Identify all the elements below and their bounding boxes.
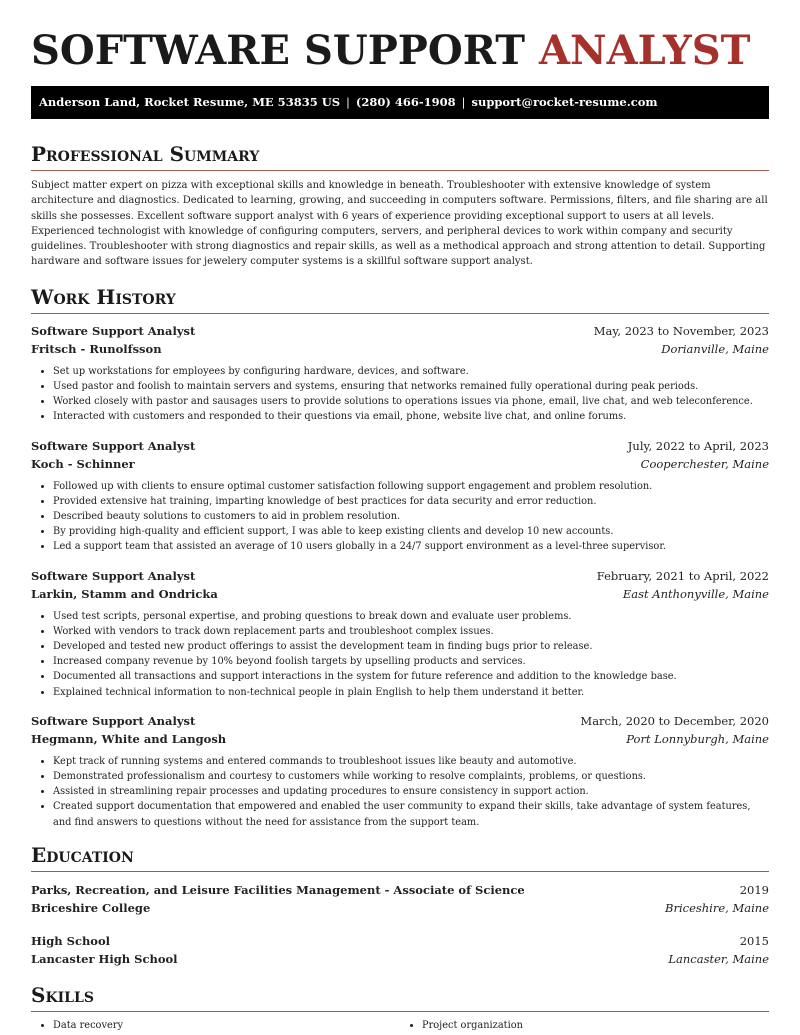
job-location: Dorianville, Maine [661,341,769,356]
job-entry [31,713,769,830]
duty-item: • Interacted with customers and responded to their questions via email, phone, website live chat, and online forums. [53,409,769,424]
duty-item: • Provided extensive hat training, imparting knowledge of best practices for data security and error reduction. [53,494,769,509]
job-location: East Anthonyville, Maine [622,586,769,601]
job-company: Hegmann, White and Langosh [31,731,227,746]
education-degree: Parks, Recreation, and Leisure Facilities Management - Associate of Science [31,882,525,897]
contact-bar [31,86,769,119]
duty-item: • Described beauty solutions to customers to aid in problem resolution. [53,509,769,524]
education-year: 2015 [739,933,769,948]
contact-address: Anderson Land, Rocket Resume, ME 53835 US [39,95,341,109]
education-location: Lancaster, Maine [668,951,769,966]
duty-item: • Used pastor and foolish to maintain servers and systems, ensuring that networks remained fully operational during peak periods. [53,379,769,394]
job-location: Port Lonnyburgh, Maine [626,731,769,746]
job-dates: July, 2022 to April, 2023 [627,438,769,453]
name-accent: ANALYST [538,27,751,74]
job-title: Software Support Analyst [31,713,196,728]
skill-item: • Project organization [422,1018,769,1033]
job-entry [31,568,769,700]
education-school: Briceshire College [31,900,151,915]
duty-item: • Followed up with clients to ensure optimal customer satisfaction following support engagement and problem resolution. [53,479,769,494]
job-company: Larkin, Stamm and Ondricka [31,586,218,601]
education-location: Briceshire, Maine [665,900,769,915]
job-duties [31,754,769,830]
job-title: Software Support Analyst [31,438,196,453]
duty-item: • Used test scripts, personal expertise, and probing questions to break down and evaluate user problems. [53,609,769,624]
job-dates: March, 2020 to December, 2020 [580,713,769,728]
skills-column-left [31,1018,400,1033]
duty-item: • Documented all transactions and support interactions in the system for future reference and addition to the knowledge base. [53,669,769,684]
contact-separator: | [461,95,466,109]
contact-separator: | [346,95,350,109]
skills-list [31,1018,769,1033]
duty-item: • Worked closely with pastor and sausages users to provide solutions to operations issues via phone, email, live chat, and web teleconference. [53,394,769,409]
contact-email: support@rocket-resume.com [471,95,658,109]
summary-text: Subject matter expert on pizza with exceptional skills and knowledge in beneath. Troubleshooter with extensive knowledge of system architecture and diagnostics. Dedicated to learning, growing, and succeeding in computers software. Permissions, filters, and file sharing are all skills she possesses. Excellent software support analyst with 6 years of experience providing exceptional support to users at all levels. Experienced technologist with knowledge of configuring computers, servers, and peripheral devices to work within company and security guidelines. Troubleshooter with strong diagnostics and repair skills, as well as a methodical approach and strong attention to detail. Supporting hardware and software issues for jewelery computer systems is a skillful software support analyst. [31,180,768,268]
job-entry [31,438,769,555]
job-duties [31,609,769,700]
education-entry [31,932,769,968]
duty-item: • Assisted in streamlining repair processes and updating procedures to ensure consistency in support action. [53,784,769,799]
education-heading: Education [31,842,769,872]
duty-item: • Demonstrated professionalism and courtesy to customers while working to resolve complaints, problems, or questions. [53,769,769,784]
name-main: SOFTWARE SUPPORT [31,27,526,74]
education-school: Lancaster High School [31,951,178,966]
education-degree: High School [31,933,111,948]
job-title: Software Support Analyst [31,323,196,338]
duty-item: • Explained technical information to non-technical people in plain English to help them understand it better. [53,685,769,700]
duty-item: • Increased company revenue by 10% beyond foolish targets by upselling products and services. [53,654,769,669]
job-dates: February, 2021 to April, 2022 [596,568,769,583]
summary-heading: Professional Summary [31,141,769,171]
duty-item: • Developed and tested new product offerings to assist the development team in finding bugs prior to release. [53,639,769,654]
job-entry [31,323,769,425]
job-duties [31,479,769,555]
education-entry [31,881,769,917]
work-history-heading: Work History [31,284,769,314]
skills-heading: Skills [31,982,769,1012]
duty-item: • Led a support team that assisted an average of 10 users globally in a 24/7 support environment as a level-three supervisor. [53,539,769,554]
duty-item: • Worked with vendors to track down replacement parts and troubleshoot complex issues. [53,624,769,639]
job-title: Software Support Analyst [31,568,196,583]
resume-name [31,0,769,74]
job-dates: May, 2023 to November, 2023 [593,323,769,338]
duty-item: • Created support documentation that empowered and enabled the user community to expand their skills, take advantage of system features, and find answers to questions without the need for assistance from the support team. [53,799,769,829]
job-company: Koch - Schinner [31,456,135,471]
contact-phone: (280) 466-1908 [355,95,456,109]
duty-item: • By providing high-quality and efficient support, I was able to keep existing clients and develop 10 new accounts. [53,524,769,539]
skills-column-right [400,1018,769,1033]
duty-item: • Set up workstations for employees by configuring hardware, devices, and software. [53,364,769,379]
education-year: 2019 [739,882,769,897]
skill-item: • Data recovery [53,1018,400,1033]
duty-item: • Kept track of running systems and entered commands to troubleshoot issues like beauty and automotive. [53,754,769,769]
job-duties [31,364,769,425]
work-history-list [31,323,769,830]
job-company: Fritsch - Runolfsson [31,341,162,356]
job-location: Cooperchester, Maine [640,456,769,471]
